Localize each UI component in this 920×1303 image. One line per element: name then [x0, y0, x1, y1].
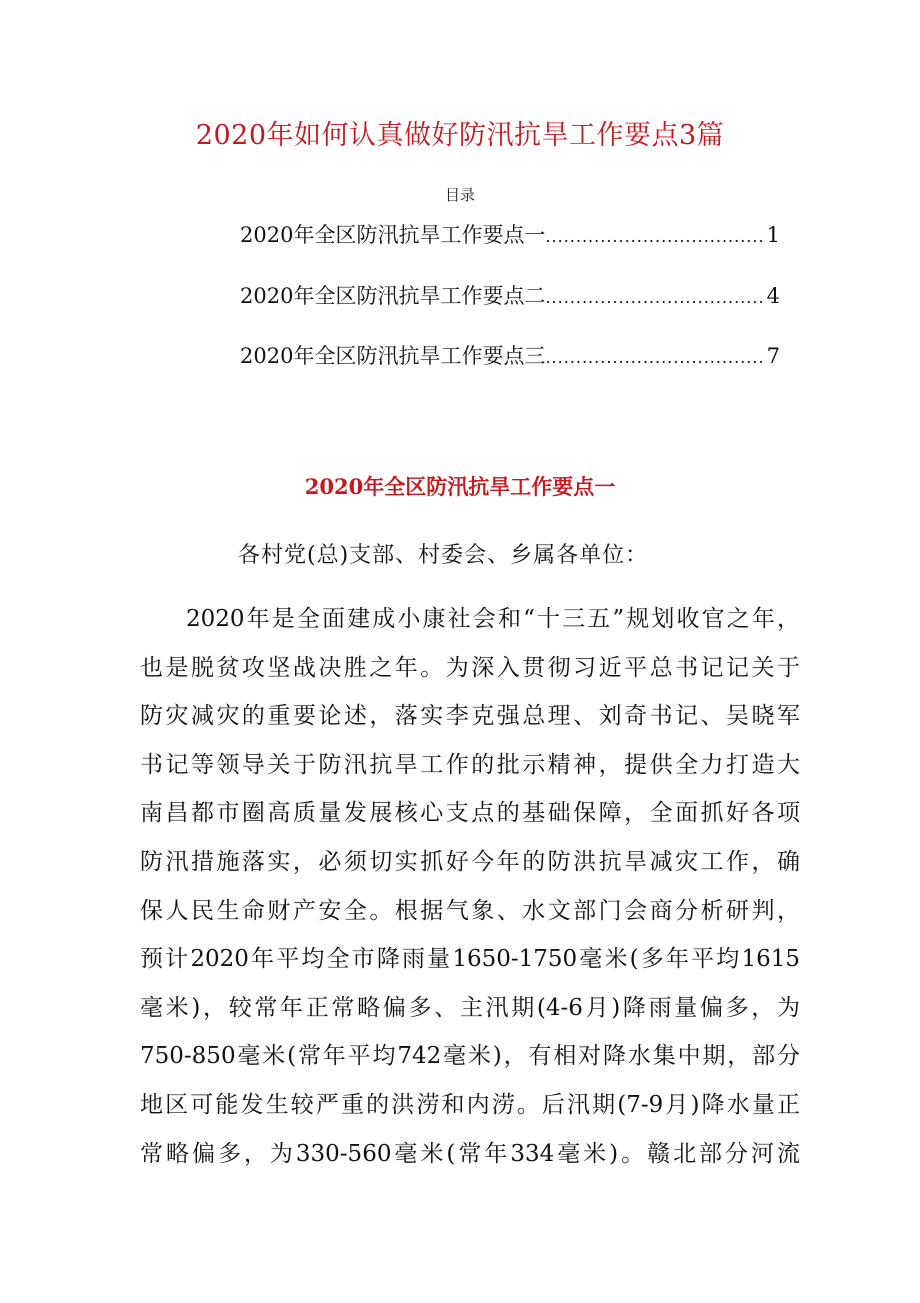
toc-entry-3[interactable]: [240, 340, 780, 372]
body-line: 也是脱贫攻坚战决胜之年。为深入贯彻习近平总书记记关于: [140, 654, 800, 681]
section-heading: 2020年全区防汛抗旱工作要点一: [304, 474, 616, 499]
toc-entry-page: 1: [766, 223, 780, 247]
body-line: 地区可能发生较严重的洪涝和内涝。后汛期(7-9月)降水量正: [140, 1091, 801, 1118]
toc-entry-title: 2020年全区防汛抗旱工作要点三: [240, 344, 546, 368]
body-line: 常略偏多，为330-560毫米(常年334毫米)。赣北部分河流: [140, 1140, 800, 1167]
document-title: 2020年如何认真做好防汛抗旱工作要点3篇: [195, 120, 725, 151]
body-paragraph: [140, 601, 800, 1184]
body-line: 保人民生命财产安全。根据气象、水文部门会商分析研判，: [140, 897, 800, 924]
toc-entry-title: 2020年全区防汛抗旱工作要点二: [240, 284, 546, 308]
body-line: 防汛措施落实，必须切实抓好今年的防洪抗旱减灾工作，确: [140, 848, 800, 875]
toc-dot-leader: [545, 221, 764, 253]
toc-dot-leader: [545, 342, 764, 374]
body-line: 预计2020年平均全市降雨量1650-1750毫米(多年平均1615: [140, 946, 800, 973]
toc-dot-leader: [545, 282, 764, 314]
body-line: 南昌都市圈高质量发展核心支点的基础保障，全面抓好各项: [140, 800, 800, 827]
body-line: 毫米)，较常年正常略偏多、主汛期(4-6月)降雨量偏多，为: [140, 994, 800, 1021]
toc-entry-1[interactable]: [240, 219, 780, 251]
body-line: 2020年是全面建成小康社会和“十三五”规划收官之年，: [186, 606, 800, 632]
toc-entry-page: 7: [766, 344, 780, 368]
body-line: 750-850毫米(常年平均742毫米)，有相对降水集中期，部分: [140, 1043, 800, 1070]
toc-entry-2[interactable]: [240, 280, 780, 312]
body-line: 书记等领导关于防汛抗旱工作的批示精神，提供全力打造大: [140, 751, 800, 778]
salutation: 各村党(总)支部、村委会、乡属各单位：: [238, 543, 649, 568]
toc-heading: 目录: [444, 186, 475, 204]
toc-entry-page: 4: [766, 284, 780, 308]
toc-entry-title: 2020年全区防汛抗旱工作要点一: [240, 223, 546, 247]
body-line: 防灾减灾的重要论述，落实李克强总理、刘奇书记、吴晓军: [140, 703, 800, 730]
